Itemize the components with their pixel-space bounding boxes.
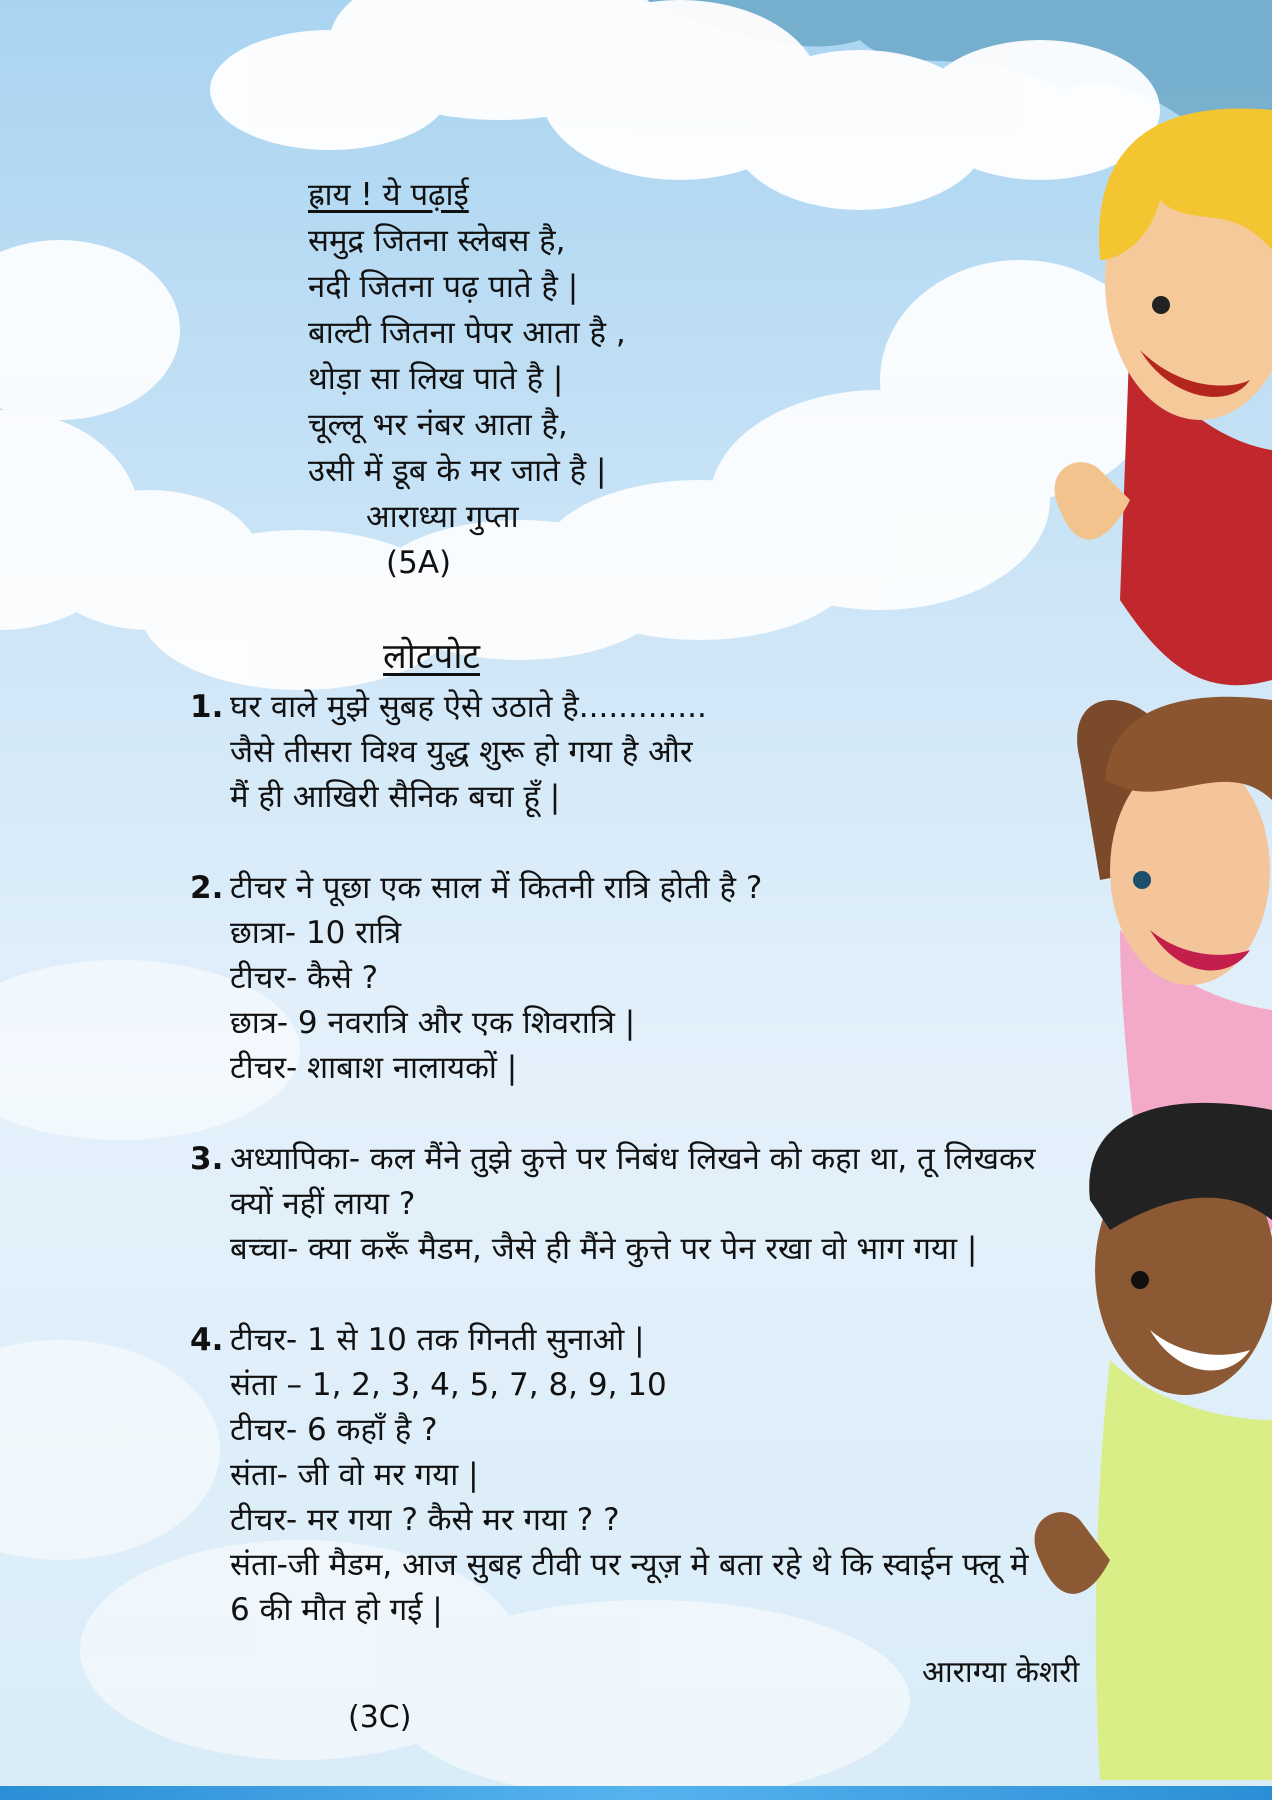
- joke-item: [190, 684, 1035, 819]
- joke-item: [190, 865, 1035, 1090]
- poem-block: [308, 172, 626, 586]
- joke-line: अध्यापिका- कल मैंने तुझे कुत्ते पर निबंध लिखने को कहा था, तू लिखकर: [230, 1141, 1036, 1177]
- joke-number: 2.: [190, 870, 224, 906]
- poem-title: ह्राय ! ये पढ़ाई: [308, 177, 469, 213]
- poem-line: बाल्टी जितना पेपर आता है ,: [308, 315, 626, 351]
- bottom-bar: [0, 1786, 1272, 1800]
- joke-item: [190, 1136, 1035, 1271]
- joke-line: टीचर ने पूछा एक साल में कितनी रात्रि होती है ?: [230, 870, 763, 906]
- jokes-author: आराग्या केशरी: [922, 1655, 1080, 1690]
- joke-line: टीचर- शाबाश नालायकों |: [230, 1050, 518, 1086]
- poem-line: चूल्लू भर नंबर आता है,: [308, 407, 568, 443]
- joke-item: [190, 1317, 1035, 1632]
- poem-class: (5A): [386, 545, 452, 581]
- joke-line: संता- जी वो मर गया |: [230, 1457, 479, 1493]
- joke-line: जैसे तीसरा विश्व युद्ध शुरू हो गया है और: [230, 734, 693, 770]
- poem-line: उसी में डूब के मर जाते है |: [308, 453, 607, 489]
- jokes-title: लोटपोट: [383, 637, 481, 677]
- joke-line: संता – 1, 2, 3, 4, 5, 7, 8, 9, 10: [230, 1367, 667, 1403]
- joke-line: बच्चा- क्या करूँ मैडम, जैसे ही मैंने कुत्ते पर पेन रखा वो भाग गया |: [230, 1231, 978, 1267]
- joke-number: 1.: [190, 689, 224, 725]
- poem-line: थोड़ा सा लिख पाते है |: [308, 361, 564, 397]
- joke-line: छात्रा- 10 रात्रि: [230, 915, 402, 951]
- joke-line: संता-जी मैडम, आज सुबह टीवी पर न्यूज़ मे बता रहे थे कि स्वाईन फ्लू मे: [230, 1547, 1029, 1583]
- poem-line: समुद्र जितना स्लेबस है,: [308, 223, 566, 259]
- jokes-list: [190, 684, 1035, 1678]
- joke-line: छात्र- 9 नवरात्रि और एक शिवरात्रि |: [230, 1005, 636, 1041]
- joke-line: टीचर- 6 कहाँ है ?: [230, 1412, 438, 1448]
- joke-line: टीचर- 1 से 10 तक गिनती सुनाओ |: [230, 1322, 645, 1358]
- joke-line: घर वाले मुझे सुबह ऐसे उठाते है.............: [230, 689, 707, 725]
- joke-line: 6 की मौत हो गई |: [230, 1592, 443, 1628]
- poem-line: नदी जितना पढ़ पाते है |: [308, 269, 579, 305]
- joke-line: मैं ही आखिरी सैनिक बचा हूँ |: [230, 779, 561, 815]
- joke-line: टीचर- मर गया ? कैसे मर गया ? ?: [230, 1502, 620, 1538]
- jokes-class: (3C): [348, 1700, 412, 1735]
- poem-author: आराध्या गुप्ता: [366, 499, 519, 535]
- joke-number: 4.: [190, 1322, 224, 1358]
- joke-line: क्यों नहीं लाया ?: [230, 1186, 416, 1222]
- joke-number: 3.: [190, 1141, 224, 1177]
- joke-line: टीचर- कैसे ?: [230, 960, 379, 996]
